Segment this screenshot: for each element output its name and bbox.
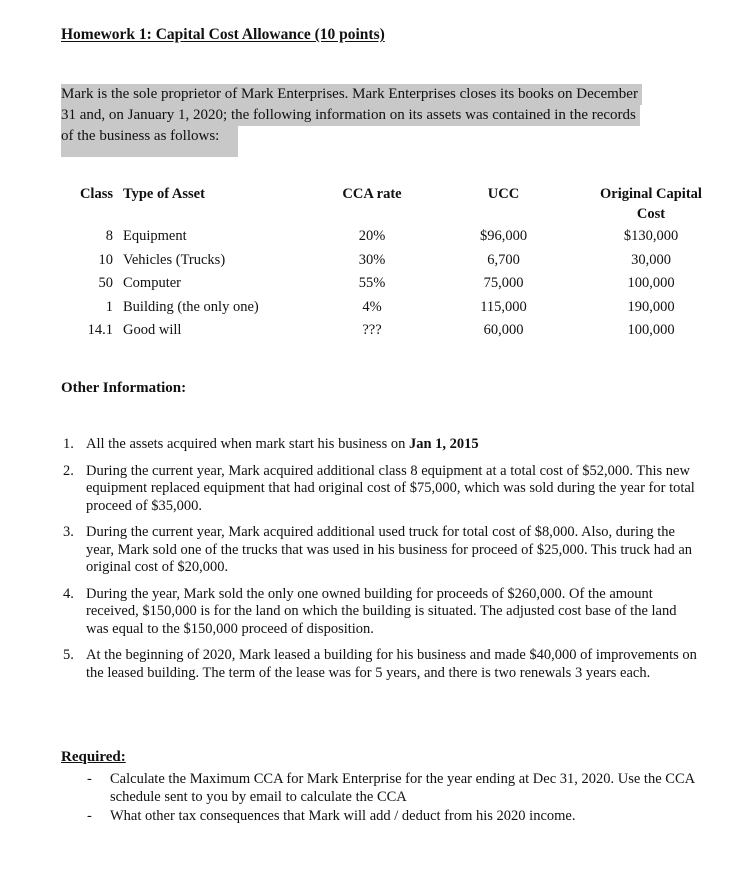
intro-line-1: Mark is the sole proprietor of Mark Enterprises. Mark Enterprises closes its books on December bbox=[61, 84, 642, 105]
cell-type: Computer bbox=[123, 275, 181, 291]
cell-rate: ??? bbox=[362, 322, 382, 338]
cell-occ: 30,000 bbox=[631, 251, 671, 268]
required-list bbox=[61, 770, 701, 826]
list-item bbox=[61, 436, 701, 454]
cell-ucc: 6,700 bbox=[487, 251, 520, 268]
cell-ucc: 115,000 bbox=[480, 298, 527, 315]
cell-rate: 55% bbox=[358, 275, 386, 291]
cell-class: 1 bbox=[105, 298, 113, 315]
cell-rate: 4% bbox=[362, 298, 382, 315]
table-row bbox=[61, 299, 716, 323]
list-item bbox=[61, 647, 701, 682]
item-text: Calculate the Maximum CCA for Mark Enterprise for the year ending at Dec 31, 2020. Use the CCA schedule sent to you by email to calculate the CCA bbox=[110, 771, 695, 805]
item-number: 5. bbox=[63, 647, 74, 663]
item-bold-date: Jan 1, 2015 bbox=[408, 436, 479, 452]
cell-occ: 100,000 bbox=[627, 275, 675, 291]
cell-type: Good will bbox=[123, 322, 182, 338]
cell-rate: 30% bbox=[358, 251, 386, 268]
cell-ucc: 60,000 bbox=[483, 322, 524, 338]
header-occ: Original Capital Cost bbox=[600, 186, 702, 222]
header-class: Class bbox=[79, 186, 113, 202]
cell-ucc: $96,000 bbox=[479, 228, 528, 244]
header-rate: CCA rate bbox=[342, 186, 402, 202]
table-row bbox=[61, 228, 716, 252]
table-row bbox=[61, 322, 716, 346]
cell-ucc: 75,000 bbox=[483, 275, 524, 291]
cell-class: 14.1 bbox=[87, 322, 113, 338]
item-text: At the beginning of 2020, Mark leased a building for his business and made $40,000 of improvements on the leased building. The term of the lease was for 5 years, and there is two renewals 3 years each. bbox=[86, 647, 697, 681]
item-number: 4. bbox=[63, 585, 74, 602]
item-text: All the assets acquired when mark start his business on bbox=[86, 436, 409, 452]
cell-type: Vehicles (Trucks) bbox=[123, 251, 226, 268]
header-type: Type of Asset bbox=[123, 186, 205, 202]
item-text: During the current year, Mark acquired additional used truck for total cost of $8,000. Also, during the year, Mark sold one of the trucks that was used in his business for proceed of $25,000. This truck had an original cost of $20,000. bbox=[86, 524, 693, 575]
table-header-row bbox=[61, 184, 716, 228]
cell-occ: 100,000 bbox=[627, 322, 675, 338]
list-item bbox=[61, 463, 701, 516]
dash-bullet: - bbox=[87, 808, 92, 824]
header-ucc: UCC bbox=[487, 186, 520, 202]
cell-type: Building (the only one) bbox=[123, 298, 259, 315]
asset-table bbox=[61, 184, 716, 346]
item-text: During the year, Mark sold the only one owned building for proceeds of $260,000. Of the amount received, $150,000 is for the land on which the building is situated. The adjusted cost base of the land was equal to the $150,000 proceed of disposition. bbox=[86, 585, 677, 637]
item-number: 1. bbox=[63, 436, 74, 452]
cell-occ: 190,000 bbox=[627, 298, 675, 315]
intro-line-3: of the business as follows: bbox=[61, 126, 238, 157]
cell-class: 8 bbox=[105, 228, 113, 244]
list-item bbox=[61, 770, 701, 806]
cell-type: Equipment bbox=[123, 228, 187, 244]
list-item bbox=[61, 524, 701, 577]
table-row bbox=[61, 252, 716, 276]
cell-occ: $130,000 bbox=[623, 228, 679, 244]
list-item bbox=[61, 807, 701, 825]
intro-paragraph bbox=[61, 84, 691, 157]
other-info-list bbox=[61, 436, 701, 691]
required-heading: Required: bbox=[61, 749, 126, 765]
list-item bbox=[61, 586, 701, 639]
item-text: What other tax consequences that Mark will add / deduct from his 2020 income. bbox=[110, 808, 576, 824]
dash-bullet: - bbox=[87, 771, 92, 787]
page-title: Homework 1: Capital Cost Allowance (10 points) bbox=[61, 26, 385, 43]
cell-class: 10 bbox=[98, 251, 113, 268]
item-number: 3. bbox=[63, 524, 74, 540]
table-row bbox=[61, 275, 716, 299]
cell-class: 50 bbox=[98, 275, 113, 291]
item-number: 2. bbox=[63, 462, 74, 479]
cell-rate: 20% bbox=[358, 228, 386, 244]
item-text: During the current year, Mark acquired additional class 8 equipment at a total cost of $52,000. This new equipment replaced equipment that had original cost of $75,000, which was sold during the year for total proceed of $35,000. bbox=[86, 462, 695, 514]
intro-line-2: 31 and, on January 1, 2020; the following information on its assets was contained in the records bbox=[61, 105, 640, 126]
other-info-heading: Other Information: bbox=[61, 380, 187, 396]
